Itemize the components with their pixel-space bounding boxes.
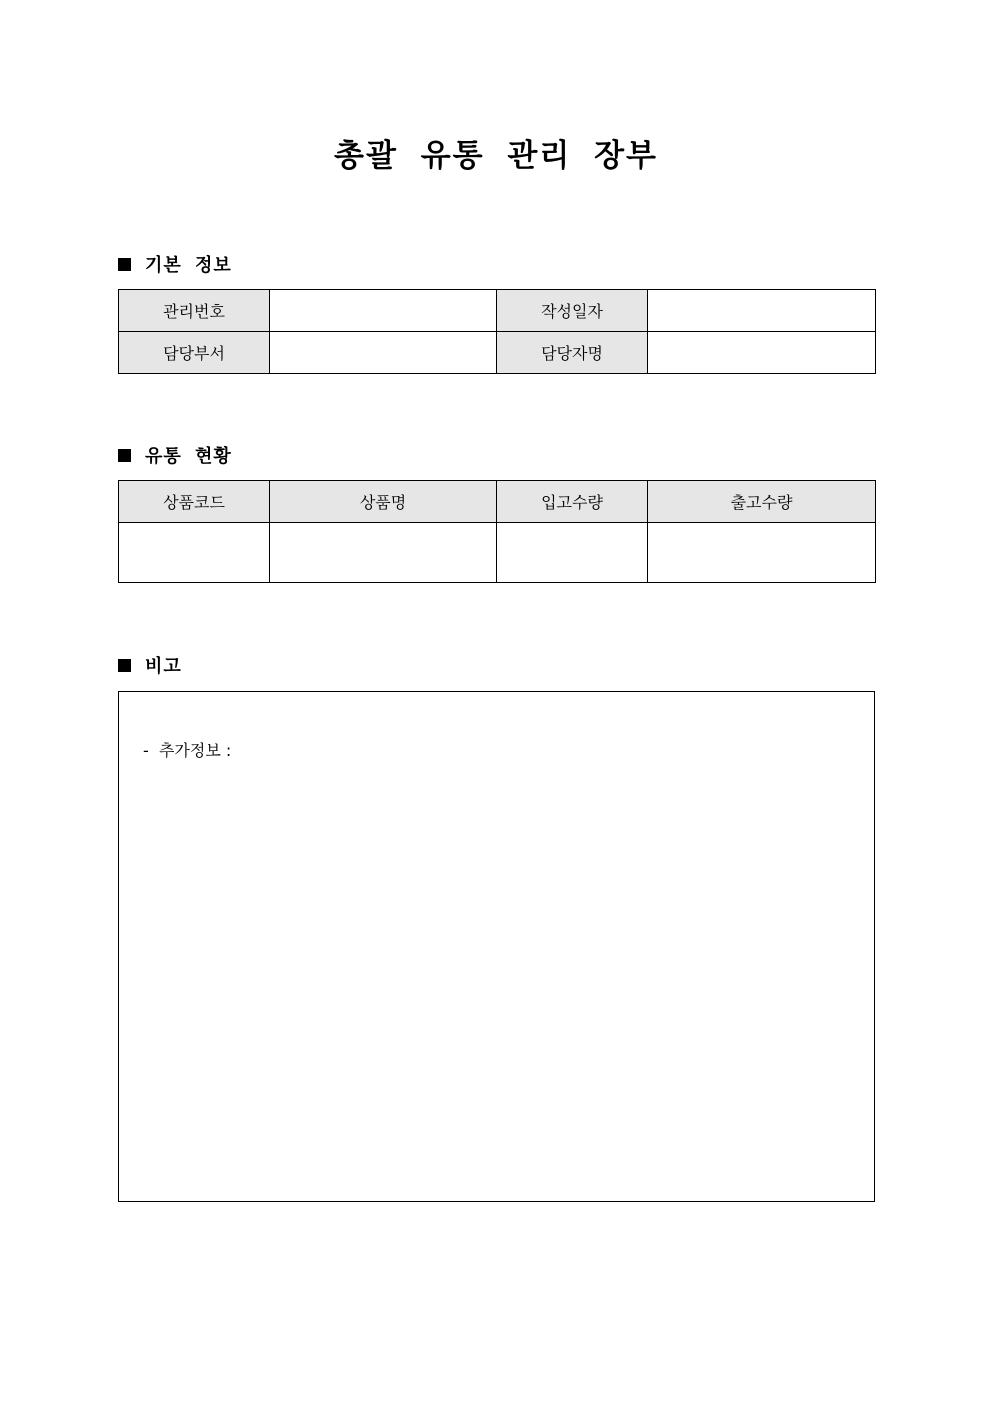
department-field[interactable] — [270, 332, 497, 374]
section-heading-label: 기본 정보 — [145, 255, 232, 276]
distribution-table — [118, 480, 876, 583]
column-header-inbound-qty: 입고수량 — [497, 481, 648, 523]
black-square-bullet-icon — [118, 449, 131, 462]
additional-info-line: - 추가정보 : — [143, 741, 232, 760]
basic-info-table — [118, 289, 876, 374]
outbound-qty-cell[interactable] — [648, 523, 876, 583]
product-code-cell[interactable] — [119, 523, 270, 583]
column-header-product-name: 상품명 — [270, 481, 497, 523]
date-written-field[interactable] — [648, 290, 876, 332]
black-square-bullet-icon — [118, 258, 131, 271]
management-no-label: 관리번호 — [119, 290, 270, 332]
department-label: 담당부서 — [119, 332, 270, 374]
table-row — [119, 290, 876, 332]
inbound-qty-cell[interactable] — [497, 523, 648, 583]
manager-name-label: 담당자명 — [497, 332, 648, 374]
column-header-outbound-qty: 출고수량 — [648, 481, 876, 523]
section-heading-distribution — [118, 442, 232, 468]
table-header-row — [119, 481, 876, 523]
document-title: 총괄 유통 관리 장부 — [334, 138, 658, 174]
table-row — [119, 523, 876, 583]
table-row — [119, 332, 876, 374]
manager-name-field[interactable] — [648, 332, 876, 374]
product-name-cell[interactable] — [270, 523, 497, 583]
remarks-box[interactable] — [118, 691, 875, 1202]
column-header-product-code: 상품코드 — [119, 481, 270, 523]
section-heading-label: 유통 현황 — [145, 446, 232, 467]
date-written-label: 작성일자 — [497, 290, 648, 332]
section-heading-label: 비고 — [145, 656, 182, 677]
section-heading-basic-info — [118, 251, 232, 277]
black-square-bullet-icon — [118, 659, 131, 672]
management-no-field[interactable] — [270, 290, 497, 332]
section-heading-remarks — [118, 652, 182, 678]
